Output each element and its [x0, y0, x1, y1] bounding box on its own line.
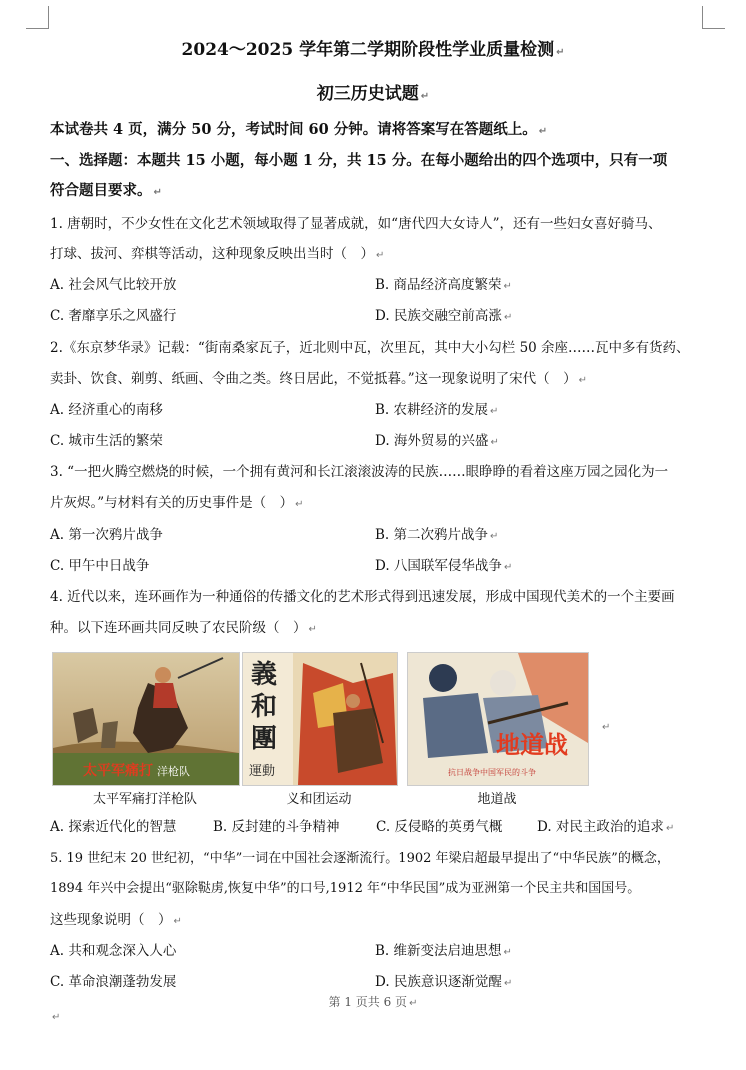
q2-stem-cont: 卖卦、饮食、剃剪、纸画、令曲之类。终日居此，不觉抵暮。”这一现象说明了宋代（ ） ↵: [50, 371, 588, 387]
q4-option-c: C. 反侵略的英勇气概: [376, 819, 503, 835]
comic-char-4: 運動: [249, 764, 276, 779]
q1-option-a: A. 社会风气比较开放: [50, 277, 177, 293]
q5-stem: 5. 19 世纪末 20 世纪初，“中华”一词在中国社会逐渐流行。1902 年梁启超最早提出了“中华民族”的概念，: [50, 851, 670, 866]
q3-option-a: A. 第一次鸦片战争: [50, 527, 163, 543]
comic-char-1: 義: [251, 660, 278, 690]
exam-subtitle: 初三历史试题 ↵: [316, 84, 430, 104]
q1-stem: 1. 唐朝时，不少女性在文化艺术领域取得了显著成就，如“唐代四大女诗人”，还有一些妇女喜好骑马、: [50, 216, 662, 232]
q4-option-d: D. 对民主政治的追求 ↵: [537, 819, 675, 835]
q3-stem: 3. “一把火腾空燃烧的时候，一个拥有黄河和长江滚滚波涛的民族……眼睁睁的看着这座万园之园化为一: [50, 464, 669, 480]
q5-stem-cont: 1894 年兴中会提出“驱除鞑虏,恢复中华”的口号,1912 年“中华民国”成为亚洲第一个民主共和国国号。: [50, 881, 641, 896]
comic-image-taiping: [52, 652, 240, 786]
instructions: 本试卷共 4 页，满分 50 分，考试时间 60 分钟。请将答案写在答题纸上。 ↵: [50, 121, 548, 138]
q4-option-b: B. 反封建的斗争精神: [213, 819, 340, 835]
q3-option-d: D. 八国联军侵华战争 ↵: [375, 558, 513, 574]
caption-tunnel: 地道战: [477, 792, 517, 807]
q4-option-a: A. 探索近代化的智慧: [50, 819, 177, 835]
section-heading: 一、选择题：本题共 15 小题，每小题 1 分，共 15 分。在每小题给出的四个选项中，只有一项: [50, 152, 668, 169]
q2-option-b: B. 农耕经济的发展 ↵: [375, 402, 499, 418]
q2-stem: 2.《东京梦华录》记载：“街南桑家瓦子，近北则中瓦，次里瓦，其中大小勾栏 50 余座……瓦中多有货药、: [50, 340, 690, 356]
corner-mark-right: [702, 6, 725, 29]
q5-option-d: D. 民族意识逐渐觉醒 ↵: [375, 974, 513, 990]
q2-option-d: D. 海外贸易的兴盛 ↵: [375, 433, 499, 449]
q2-option-a: A. 经济重心的南移: [50, 402, 163, 418]
comic-subtitle-tunnel: 抗日战争中国军民的斗争: [448, 768, 536, 777]
comic-image-tunnel: [407, 652, 589, 786]
q4-stem: 4. 近代以来，连环画作为一种通俗的传播文化的艺术形式得到迅速发展，形成中国现代美术的一个主要画: [50, 589, 675, 605]
q1-option-b: B. 商品经济高度繁荣 ↵: [375, 277, 512, 293]
comic-title-taiping: 太平军痛打: [83, 763, 153, 779]
corner-mark-left: [26, 6, 49, 29]
q5-option-c: C. 革命浪潮蓬勃发展: [50, 974, 177, 990]
q4-stem-cont: 种。以下连环画共同反映了农民阶级（ ） ↵: [50, 620, 317, 636]
comic-image-boxer: [242, 652, 398, 786]
q3-option-c: C. 甲午中日战争: [50, 558, 150, 574]
q5-stem-cont2: 这些现象说明（ ） ↵: [50, 912, 182, 928]
end-mark: ↵: [52, 1012, 61, 1023]
comic-subtitle-taiping: 洋枪队: [157, 765, 190, 778]
q3-option-b: B. 第二次鸦片战争 ↵: [375, 527, 499, 543]
exam-title: 2024～2025 学年第二学期阶段性学业质量检测 ↵: [181, 40, 565, 60]
caption-boxer: 义和团运动: [286, 792, 352, 807]
q5-option-b: B. 维新变法启迪思想 ↵: [375, 943, 512, 959]
q1-option-c: C. 奢靡享乐之风盛行: [50, 308, 177, 324]
comic-char-3: 團: [251, 724, 278, 754]
comic-char-2: 和: [251, 692, 278, 722]
caption-taiping: 太平军痛打洋枪队: [92, 792, 197, 807]
q1-stem-cont: 打球、拔河、弈棋等活动，这种现象反映出当时（ ） ↵: [50, 246, 385, 262]
q3-stem-cont: 片灰烬。”与材料有关的历史事件是（ ） ↵: [50, 495, 304, 511]
q1-option-d: D. 民族交融空前高涨 ↵: [375, 308, 513, 324]
page-footer: 第 1 页共 6 页 ↵: [328, 995, 418, 1009]
q5-option-a: A. 共和观念深入人心: [50, 943, 177, 959]
section-heading-cont: 符合题目要求。 ↵: [50, 182, 162, 199]
comic-title-tunnel: 地道战: [496, 730, 568, 759]
image-row-mark: ↵: [602, 722, 611, 733]
q2-option-c: C. 城市生活的繁荣: [50, 433, 163, 449]
